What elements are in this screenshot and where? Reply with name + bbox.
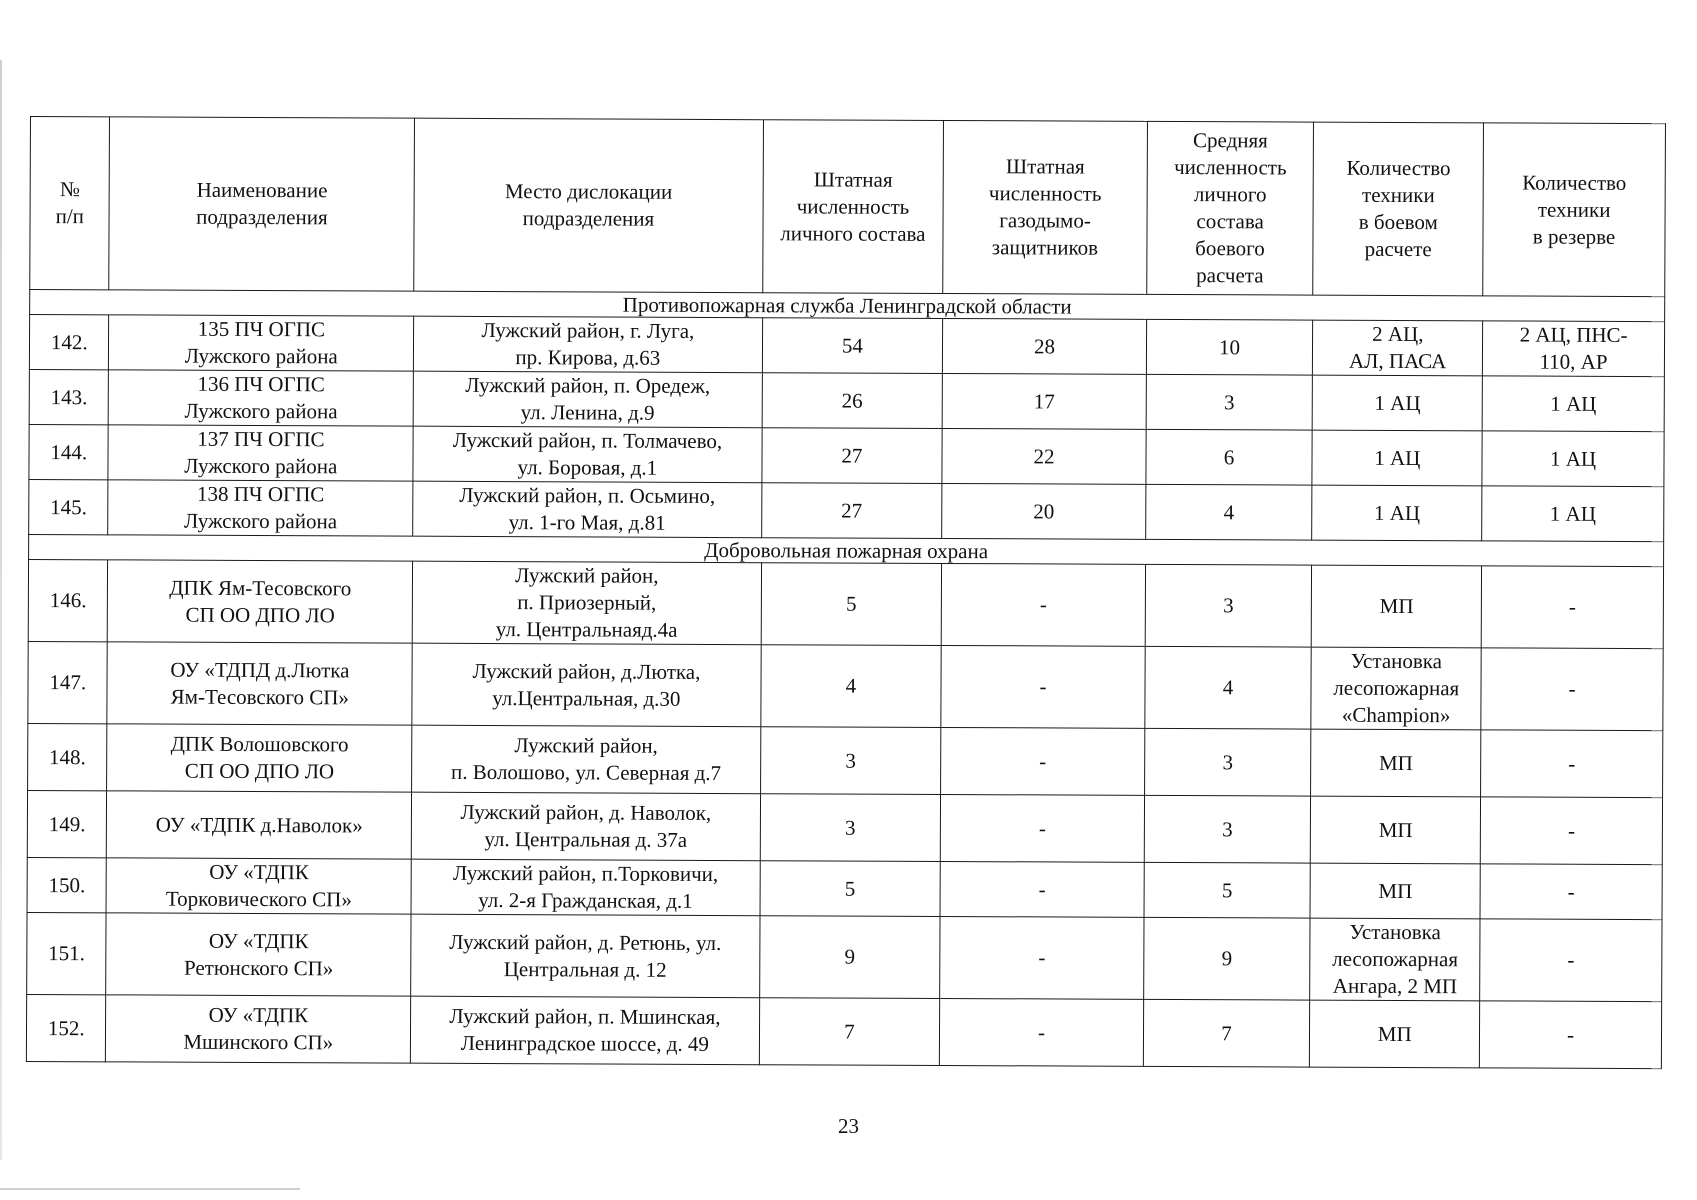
table-cell: 7 xyxy=(759,998,940,1066)
table-cell: 6 xyxy=(1146,429,1313,485)
section-title: Противопожарная служба Ленинградской области xyxy=(30,290,1665,322)
header-cell-name: Наименование подразделения xyxy=(109,117,415,291)
table-cell: 150. xyxy=(27,857,107,912)
table-cell: МП xyxy=(1310,863,1480,919)
table-cell: 10 xyxy=(1146,319,1313,375)
table-cell: ОУ «ТДПД д.Лютка Ям-Тесовского СП» xyxy=(107,642,412,725)
table-row xyxy=(28,641,1663,730)
table-cell: 3 xyxy=(760,727,941,795)
table-cell: 4 xyxy=(1145,646,1312,729)
table-cell: - xyxy=(1481,566,1663,649)
table-cell: 1 АЦ xyxy=(1312,375,1482,431)
table-cell: 2 АЦ, ПНС- 110, АР xyxy=(1483,321,1665,377)
header-cell-location: Место дислокации подразделения xyxy=(414,118,763,293)
table-cell: 1 АЦ xyxy=(1312,485,1482,541)
table-row xyxy=(29,315,1664,377)
table-cell: 9 xyxy=(1143,917,1310,1000)
header-cell-average-crew: Средняя численность личного состава боевого расчета xyxy=(1147,121,1314,295)
table-row xyxy=(27,912,1662,1001)
page-number: 23 xyxy=(838,1114,859,1138)
table-cell: ДПК Волошовского СП ОО ДПО ЛО xyxy=(107,724,412,792)
table-cell: 137 ПЧ ОГПС Лужского района xyxy=(108,425,413,481)
table-cell: ОУ «ТДПК д.Наволок» xyxy=(107,791,412,859)
table-cell: - xyxy=(1480,1001,1662,1069)
table-cell: 27 xyxy=(761,483,942,539)
table-cell: Лужский район, п. Волошово, ул. Северная д.7 xyxy=(412,725,761,794)
table-cell: 3 xyxy=(1145,564,1312,647)
table-cell: 17 xyxy=(942,373,1146,429)
section-title: Добровольная пожарная охрана xyxy=(29,534,1664,566)
table-cell: 3 xyxy=(1144,795,1311,863)
table-cell: 135 ПЧ ОГПС Лужского района xyxy=(109,315,414,371)
table-cell: 5 xyxy=(760,861,941,917)
scan-edge xyxy=(0,60,2,1160)
table-cell: - xyxy=(1480,797,1662,865)
table-cell: Лужский район, д. Ретюнь, ул. Центральная д. 12 xyxy=(411,914,760,998)
table-cell: 5 xyxy=(1144,862,1311,918)
table-cell: Установка лесопожарная Ангара, 2 МП xyxy=(1310,918,1480,1001)
scan-edge xyxy=(0,1188,300,1190)
table-cell: МП xyxy=(1310,1000,1480,1068)
table-cell: 138 ПЧ ОГПС Лужского района xyxy=(108,480,413,536)
table-cell: - xyxy=(941,794,1145,862)
table-cell: ОУ «ТДПК Торковического СП» xyxy=(106,858,411,914)
table-cell: - xyxy=(1480,919,1662,1002)
table-cell: - xyxy=(940,998,1144,1066)
table-cell: 26 xyxy=(762,373,943,429)
table-cell: - xyxy=(941,563,1145,646)
table-cell: 54 xyxy=(762,318,943,374)
table-cell: - xyxy=(941,727,1145,795)
table-cell: 28 xyxy=(943,318,1147,374)
table-cell: - xyxy=(940,916,1144,999)
table-cell: 2 АЦ, АЛ, ПАСА xyxy=(1313,320,1483,376)
table-cell: 22 xyxy=(942,428,1146,484)
header-cell-number: № п/п xyxy=(30,117,110,290)
table-cell: 3 xyxy=(1146,374,1313,430)
table-cell: 27 xyxy=(761,428,942,484)
table-row xyxy=(29,369,1664,431)
table-cell: Лужский район, п. Толмачево, ул. Боровая, д.1 xyxy=(413,426,762,483)
header-cell-equipment-active: Количество техники в боевом расчете xyxy=(1313,122,1484,296)
table-cell: 7 xyxy=(1143,999,1310,1067)
table-cell: 20 xyxy=(942,483,1146,539)
table-row xyxy=(29,424,1664,486)
header-cell-staff: Штатная численность личного состава xyxy=(762,120,943,294)
header-row xyxy=(30,117,1666,297)
header-cell-gas-smoke: Штатная численность газодымо- защитников xyxy=(943,120,1147,294)
table-cell: 5 xyxy=(761,563,942,646)
table-cell: 3 xyxy=(1144,728,1311,796)
table-cell: 149. xyxy=(27,790,107,857)
table-row xyxy=(28,723,1663,797)
table-cell: Установка лесопожарная «Champion» xyxy=(1311,647,1481,730)
table-cell: 1 АЦ xyxy=(1482,376,1664,432)
table-cell: 136 ПЧ ОГПС Лужского района xyxy=(109,370,414,426)
table-cell: 151. xyxy=(27,912,107,994)
table-cell: 4 xyxy=(1145,484,1312,540)
table-cell: Лужский район, д. Наволок, ул. Центральная д. 37а xyxy=(411,792,760,861)
table-row xyxy=(27,857,1662,919)
table-cell: ОУ «ТДПК Ретюнского СП» xyxy=(106,913,411,996)
table-cell: - xyxy=(1480,864,1662,920)
table-cell: 1 АЦ xyxy=(1312,430,1482,486)
table-cell: МП xyxy=(1312,565,1482,648)
table-cell: 147. xyxy=(28,641,108,723)
table-cell: 148. xyxy=(28,723,108,790)
table-cell: 142. xyxy=(29,315,109,370)
table-cell: Лужский район, п. Оредеж, ул. Ленина, д.9 xyxy=(413,371,762,428)
table-cell: 1 АЦ xyxy=(1482,486,1664,542)
table-cell: - xyxy=(1481,730,1663,798)
table-cell: - xyxy=(1481,648,1663,731)
table-cell: Лужский район, п. Приозерный, ул. Центральнаяд.4а xyxy=(412,561,761,645)
table-cell: 144. xyxy=(29,424,109,479)
table-row xyxy=(29,479,1664,541)
table-cell: 145. xyxy=(29,479,109,534)
table-cell: 143. xyxy=(29,369,109,424)
table-cell: Лужский район, п.Торковичи, ул. 2-я Гражданская, д.1 xyxy=(411,859,760,916)
table-cell: 146. xyxy=(28,559,108,641)
table-cell: МП xyxy=(1311,796,1481,864)
table-row xyxy=(27,790,1662,864)
table-row xyxy=(28,559,1663,648)
table-cell: МП xyxy=(1311,729,1481,797)
table-cell: Лужский район, г. Луга, пр. Кирова, д.63 xyxy=(414,316,763,373)
table-cell: 4 xyxy=(760,645,941,728)
table-cell: Лужский район, п. Мшинская, Ленинградское шоссе, д. 49 xyxy=(411,996,760,1065)
table-cell: ОУ «ТДПК Мшинского СП» xyxy=(106,995,411,1063)
table-cell: Лужский район, п. Осьмино, ул. 1-го Мая, д.81 xyxy=(413,481,762,538)
table-cell: Лужский район, д.Лютка, ул.Центральная, д.30 xyxy=(412,643,761,727)
table-cell: 1 АЦ xyxy=(1482,431,1664,487)
table-cell: 152. xyxy=(26,994,106,1061)
table-cell: - xyxy=(940,861,1144,917)
table-cell: - xyxy=(941,645,1145,728)
table-cell: ДПК Ям-Тесовского СП ОО ДПО ЛО xyxy=(108,560,413,643)
header-cell-equipment-reserve: Количество техники в резерве xyxy=(1483,123,1666,297)
units-table xyxy=(26,116,1666,1069)
table-cell: 3 xyxy=(760,794,941,862)
table-row xyxy=(26,994,1661,1068)
table-cell: 9 xyxy=(759,916,940,999)
